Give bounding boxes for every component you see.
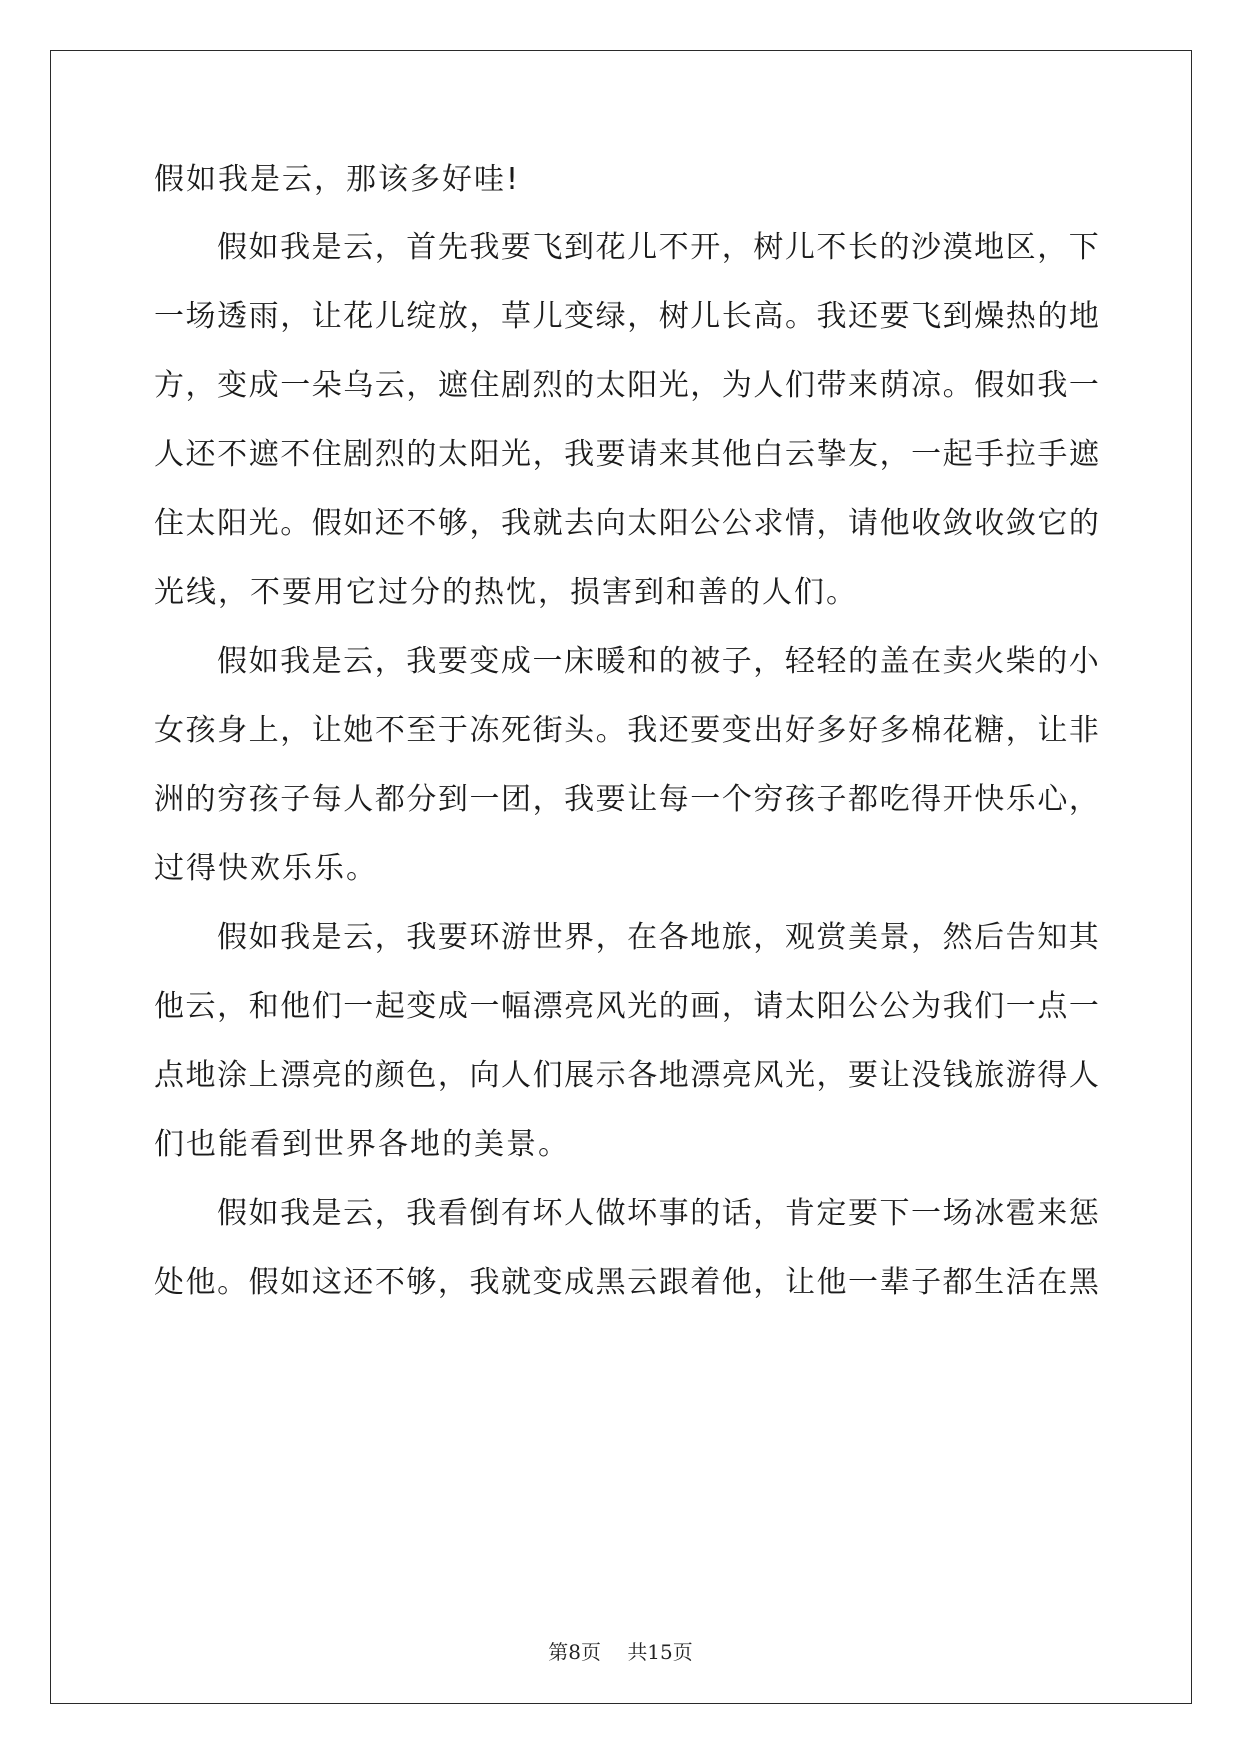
text-line-5: 人 还 不 遮 不 住 剧 烈 的 太 阳 光 ， 我 要 请 来 其 他 白 云 挚 友 ， 一 起 手 拉 手 遮 bbox=[154, 437, 1099, 472]
text-line-4: 方 ， 变 成 一 朵 乌 云 ， 遮 住 剧 烈 的 太 阳 光 ， 为 人 们 带 来 荫 凉 。 假 如 我 一 bbox=[154, 368, 1099, 403]
text-line-6: 住 太 阳 光 。 假 如 还 不 够 ， 我 就 去 向 太 阳 公 公 求 情 ， 请 他 收 敛 收 敛 它 的 bbox=[154, 506, 1099, 541]
text-line-11: 过得快欢乐乐。 bbox=[154, 851, 378, 886]
page-footer bbox=[0, 1636, 1241, 1665]
text-line-17: 处 他 。 假 如 这 还 不 够 ， 我 就 变 成 黑 云 跟 着 他 ， 让 他 一 辈 子 都 生 活 在 黑 bbox=[154, 1265, 1099, 1300]
text-line-7: 光线，不要用它过分的热忱，损害到和善的人们。 bbox=[154, 575, 858, 610]
text-line-12: 假 如 我 是 云 ， 我 要 环 游 世 界 ， 在 各 地 旅 ， 观 赏 美 景 ， 然 后 告 知 其 bbox=[217, 920, 1099, 955]
text-line-9: 女 孩 身 上 ， 让 她 不 至 于 冻 死 街 头 。 我 还 要 变 出 好 多 好 多 棉 花 糖 ， 让 非 bbox=[154, 713, 1099, 748]
text-line-2: 假 如 我 是 云 ， 首 先 我 要 飞 到 花 儿 不 开 ， 树 儿 不 长 的 沙 漠 地 区 ， 下 bbox=[217, 230, 1099, 265]
page-number: 第8页 bbox=[548, 1640, 601, 1664]
text-line-13: 他 云 ， 和 他 们 一 起 变 成 一 幅 漂 亮 风 光 的 画 ， 请 太 阳 公 公 为 我 们 一 点 一 bbox=[154, 989, 1099, 1024]
text-line-8: 假 如 我 是 云 ， 我 要 变 成 一 床 暖 和 的 被 子 ， 轻 轻 的 盖 在 卖 火 柴 的 小 bbox=[217, 644, 1099, 679]
text-line-16: 假 如 我 是 云 ， 我 看 倒 有 坏 人 做 坏 事 的 话 ， 肯 定 要 下 一 场 冰 雹 来 惩 bbox=[217, 1196, 1099, 1231]
text-line-14: 点 地 涂 上 漂 亮 的 颜 色 ， 向 人 们 展 示 各 地 漂 亮 风 光 ， 要 让 没 钱 旅 游 得 人 bbox=[154, 1058, 1099, 1093]
text-line-1: 假如我是云，那该多好哇! bbox=[154, 162, 521, 197]
text-line-15: 们也能看到世界各地的美景。 bbox=[154, 1127, 570, 1162]
text-line-3: 一 场 透 雨 ， 让 花 儿 绽 放 ， 草 儿 变 绿 ， 树 儿 长 高 。 我 还 要 飞 到 燥 热 的 地 bbox=[154, 299, 1099, 334]
text-line-10: 洲 的 穷 孩 子 每 人 都 分 到 一 团 ， 我 要 让 每 一 个 穷 孩 子 都 吃 得 开 快 乐 心 ， bbox=[154, 782, 1099, 817]
page-total: 共15页 bbox=[627, 1640, 693, 1664]
